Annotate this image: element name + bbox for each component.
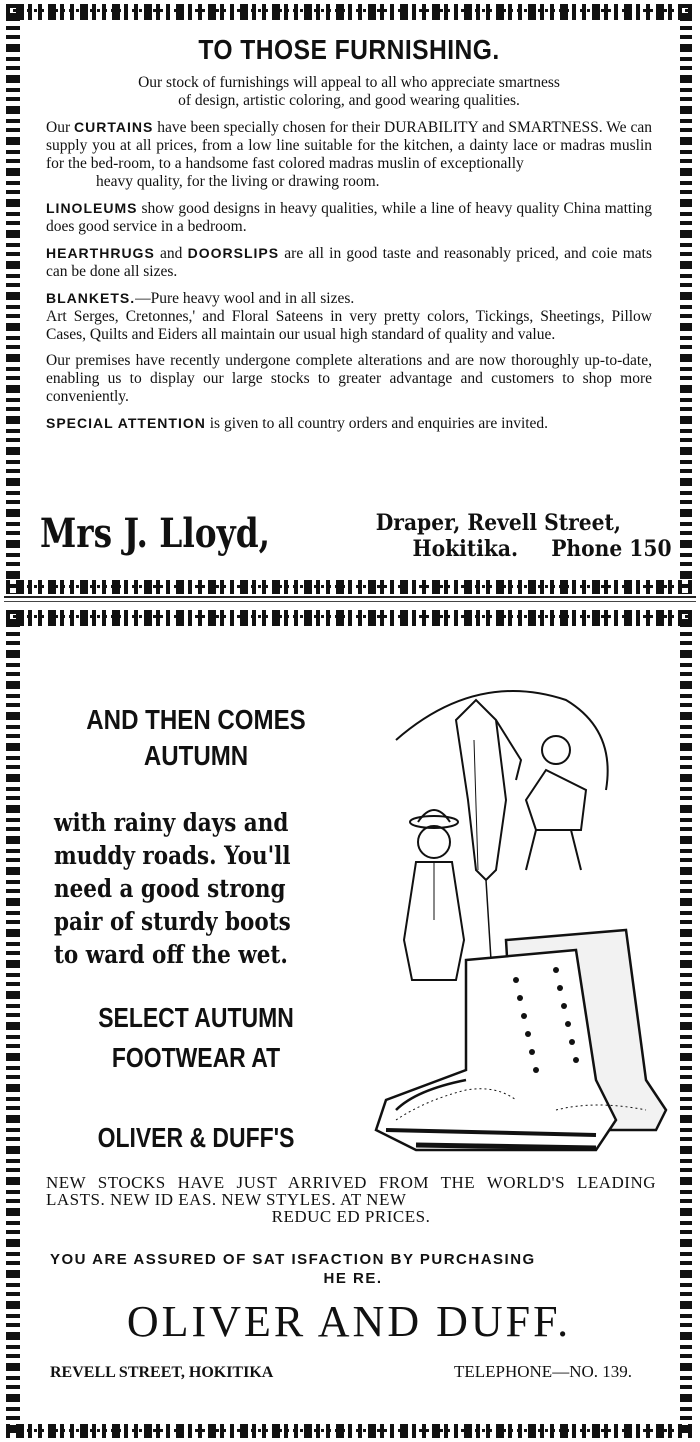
curtains-keyword: CURTAINS bbox=[74, 119, 154, 135]
new-stocks-text: NEW STOCKS HAVE JUST ARRIVED FROM THE WORLD'S LEADING LASTS. NEW ID EAS. NEW STYLES. AT NEW bbox=[46, 1173, 656, 1209]
headline-line-2: AUTUMN bbox=[143, 740, 249, 771]
hearthrugs-paragraph bbox=[46, 244, 652, 281]
intro-line-1: Our stock of furnishings will appeal to all who appreciate smartness bbox=[138, 74, 560, 91]
shop-name: OLIVER & DUFF'S bbox=[97, 1122, 295, 1153]
column-rule-thin bbox=[4, 601, 696, 602]
autumn-headline bbox=[67, 702, 325, 774]
border-bottom bbox=[6, 580, 692, 594]
linoleums-paragraph bbox=[46, 199, 652, 236]
select-footwear bbox=[73, 998, 319, 1078]
blankets-text: —Pure heavy wool and in all sizes. bbox=[135, 290, 355, 307]
hanging-suit bbox=[456, 700, 506, 880]
border-top bbox=[6, 4, 692, 20]
special-paragraph bbox=[46, 414, 652, 433]
select-line-1: SELECT AUTUMN bbox=[98, 1002, 294, 1033]
furnishing-body bbox=[46, 74, 652, 441]
serges-text: Art Serges, Cretonnes,' and Floral Sateens in very pretty colors, Tickings, Sheetings, Pillow Cases, Quilts and Eiders all maintain our usual high standard of quality and value. bbox=[46, 308, 652, 343]
rain-line-5: to ward off the wet. bbox=[54, 940, 288, 969]
hearthrugs-keyword: HEARTHRUGS bbox=[46, 245, 155, 261]
hearthrugs-and: and bbox=[154, 245, 188, 262]
hearthrugs-text: are all in good taste and reasonably priced, and coie mats can be done all sizes. bbox=[46, 245, 652, 280]
blankets-paragraph bbox=[46, 289, 652, 344]
curtains-lead: Our bbox=[46, 119, 75, 136]
premises-text: Our premises have recently undergone complete alterations and are now thoroughly up-to-date, enabling us to display our large stocks to greater advantage and customers to shop more conveniently. bbox=[46, 352, 652, 405]
new-stocks-end: REDUC ED PRICES. bbox=[271, 1207, 431, 1226]
address-line-2 bbox=[376, 536, 672, 562]
address-line-1: Draper, Revell Street, bbox=[376, 510, 622, 536]
firm-contact bbox=[50, 1364, 632, 1382]
rainy-days-copy bbox=[54, 806, 312, 971]
select-line-2: FOOTWEAR AT bbox=[111, 1042, 281, 1073]
blankets-keyword: BLANKETS. bbox=[46, 290, 136, 306]
satisfaction-notice bbox=[50, 1250, 656, 1288]
curtains-end: heavy quality, for the living or drawing room. bbox=[96, 173, 380, 190]
boots-pair bbox=[376, 930, 666, 1150]
draper-address bbox=[376, 510, 672, 562]
firm-name: OLIVER AND DUFF. bbox=[126, 1297, 572, 1346]
premises-paragraph bbox=[46, 352, 652, 406]
address-town: Hokitika. bbox=[412, 536, 519, 562]
furnishing-title: TO THOSE FURNISHING. bbox=[198, 34, 500, 65]
intro-paragraph bbox=[46, 74, 652, 110]
boots-illustration bbox=[356, 680, 676, 1180]
address-phone: Phone 150 bbox=[551, 536, 672, 562]
rain-line-3: need a good strong bbox=[54, 874, 286, 903]
firm-telephone: TELEPHONE—NO. 139. bbox=[453, 1362, 632, 1381]
assured-end: HE RE. bbox=[323, 1270, 383, 1287]
rain-line-4: pair of sturdy boots bbox=[54, 907, 291, 936]
rain-line-1: with rainy days and bbox=[54, 808, 289, 837]
vignette-arc bbox=[396, 691, 608, 790]
special-keyword: SPECIAL ATTENTION bbox=[46, 415, 206, 431]
linoleums-text: show good designs in heavy qualities, while a line of heavy quality China matting does good service in a bedroom. bbox=[46, 200, 652, 235]
border-bottom bbox=[6, 1424, 692, 1438]
furnishing-advert bbox=[6, 4, 692, 594]
intro-line-2: of design, artistic coloring, and good wearing qualities. bbox=[178, 92, 520, 109]
curtains-paragraph bbox=[46, 118, 652, 191]
column-rule bbox=[4, 596, 696, 598]
border-left bbox=[6, 4, 20, 594]
standing-man-head bbox=[418, 826, 450, 858]
border-right bbox=[680, 4, 692, 594]
linoleums-keyword: LINOLEUMS bbox=[46, 200, 138, 216]
rain-line-2: muddy roads. You'll bbox=[54, 841, 291, 870]
signature-mrs-lloyd: Mrs J. Lloyd, bbox=[40, 510, 271, 557]
headline-line-1: AND THEN COMES bbox=[86, 704, 306, 735]
assured-text: YOU ARE ASSURED OF SAT ISFACTION BY PURCHASING bbox=[50, 1251, 536, 1268]
curtains-text: have been specially chosen for their DURABILITY and SMARTNESS. We can supply you at all prices, from a low line suitable for the kitchen, a dainty lace or madras muslin for the bed-room, to a handsome fast colored madras muslin of exceptionally bbox=[46, 119, 653, 172]
special-text: is given to all country orders and enquiries are invited. bbox=[205, 415, 549, 432]
border-top bbox=[6, 610, 692, 626]
footwear-advert bbox=[6, 610, 692, 1438]
firm-address: REVELL STREET, HOKITIKA bbox=[50, 1364, 274, 1381]
doorslips-keyword: DOORSLIPS bbox=[187, 245, 280, 261]
seated-man-head bbox=[542, 736, 570, 764]
new-stocks-notice bbox=[46, 1174, 656, 1225]
